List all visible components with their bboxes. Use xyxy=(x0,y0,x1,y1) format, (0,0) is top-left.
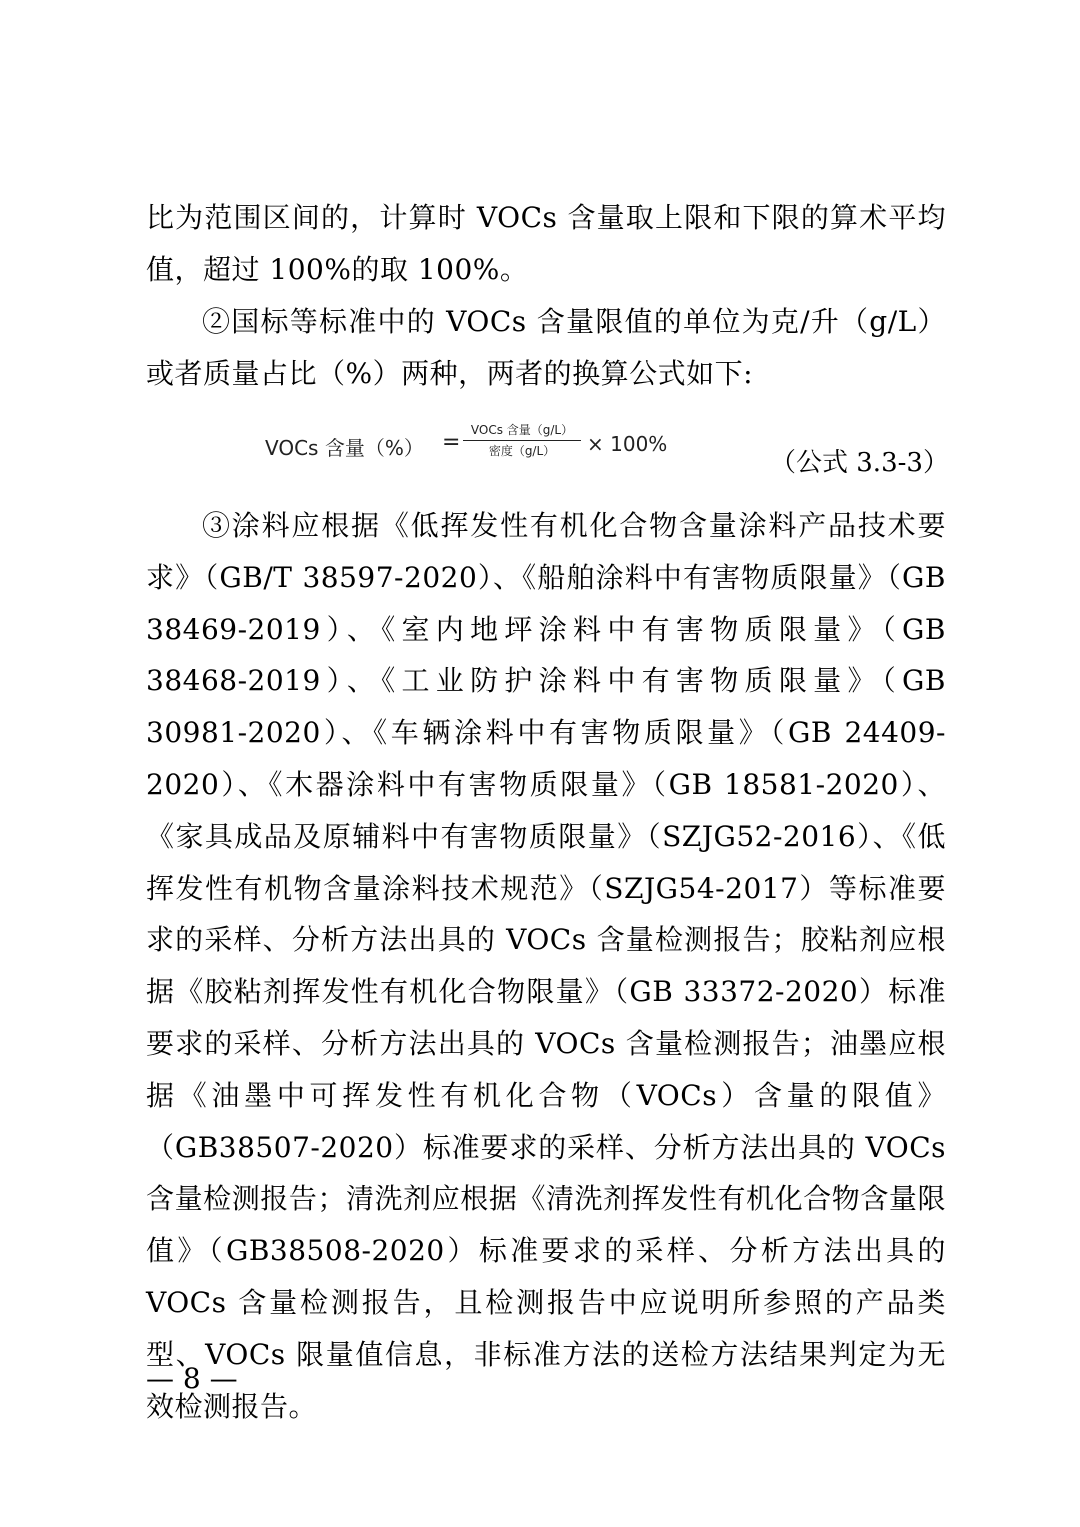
formula-lhs: VOCs 含量（%） xyxy=(265,436,424,460)
formula-multiplier: × 100% xyxy=(587,432,668,456)
formula-equals: = xyxy=(442,430,461,455)
paragraph-unit-conversion: ②国标等标准中的 VOCs 含量限值的单位为克/升（g/L）或者质量占比（%）两种，两者的换算公式如下: xyxy=(146,305,946,390)
formula-fraction xyxy=(463,422,581,459)
formula-numerator: VOCs 含量（g/L） xyxy=(463,422,581,441)
formula-denominator: 密度（g/L） xyxy=(488,444,556,458)
formula-label: （公式 3.3-3） xyxy=(770,448,949,478)
paragraph-continuation: 比为范围区间的，计算时 VOCs 含量取上限和下限的算术平均值，超过 100%的取 100%。 xyxy=(146,201,946,286)
page-number: — 8 — xyxy=(146,1362,238,1395)
conversion-formula xyxy=(265,418,955,478)
paragraph-testing-standards: ③涂料应根据《低挥发性有机化合物含量涂料产品技术要求》（GB/T 38597-2020）、《船舶涂料中有害物质限量》（GB 38469-2019）、《室内地坪涂料中有害物质限量》（GB 38468-2019）、《工业防护涂料中有害物质限量》（GB 30981-2020）、《车辆涂料中有害物质限量》（GB 24409-2020）、《木器涂料中有害物质限量》（GB 18581-2020）、《家具成品及原辅料中有害物质限量》（SZJG52-2016）、《低挥发性有机物含量涂料技术规范》（SZJG54-2017）等标准要求的采样、分析方法出具的 VOCs 含量检测报告；胶粘剂应根据《胶粘剂挥发性有机化合物限量》（GB 33372-2020）标准要求的采样、分析方法出具的 VOCs 含量检测报告；油墨应根据《油墨中可挥发性有机化合物（VOCs）含量的限值》（GB38507-2020）标准要求的采样、分析方法出具的 VOCs 含量检测报告；清洗剂应根据《清洗剂挥发性有机化合物含量限值》（GB38508-2020）标准要求的采样、分析方法出具的 VOCs 含量检测报告，且检测报告中应说明所参照的产品类型、VOCs 限量值信息，非标准方法的送检方法结果判定为无效检测报告。 xyxy=(146,509,946,1423)
